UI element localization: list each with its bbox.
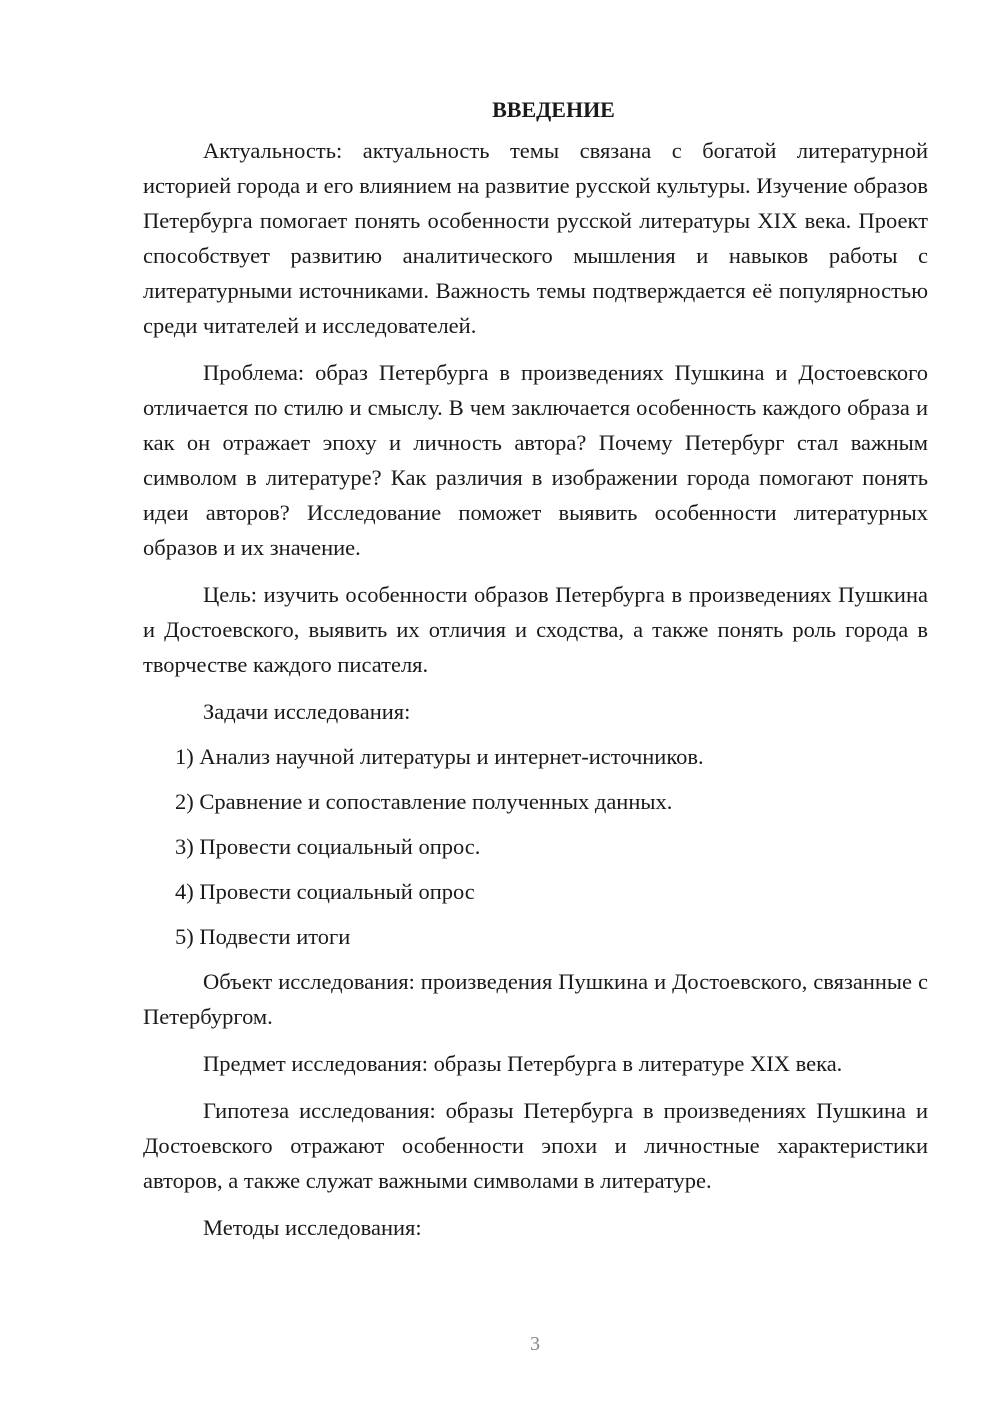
tasks-list	[143, 739, 928, 954]
list-item: 5) Подвести итоги	[175, 924, 351, 949]
list-item: 1) Анализ научной литературы и интернет-источников.	[175, 744, 704, 769]
document-page	[143, 92, 928, 1255]
list-item: 2) Сравнение и сопоставление полученных данных.	[175, 789, 673, 814]
paragraph-object: Объект исследования: произведения Пушкина и Достоевского, связанные с Петербургом.	[143, 969, 928, 1029]
methods-heading: Методы исследования:	[203, 1215, 422, 1240]
tasks-heading: Задачи исследования:	[203, 699, 411, 724]
paragraph-problem: Проблема: образ Петербурга в произведениях Пушкина и Достоевского отличается по стилю и смыслу. В чем заключается особенность каждого образа и как он отражает эпоху и личность автора? Почему Петербург стал важным символом в литературе? Как различия в изображении города помогают понять идеи авторов? Исследование поможет выявить особенности литературных образов и их значение.	[143, 360, 928, 560]
paragraph-subject: Предмет исследования: образы Петербурга в литературе XIX века.	[203, 1051, 843, 1076]
page-number: 3	[530, 1333, 540, 1355]
page-title: ВВЕДЕНИЕ	[492, 97, 615, 122]
paragraph-goal: Цель: изучить особенности образов Петербурга в произведениях Пушкина и Достоевского, выявить их отличия и сходства, а также понять роль города в творчестве каждого писателя.	[143, 582, 928, 677]
list-item: 3) Провести социальный опрос.	[175, 834, 481, 859]
paragraph-hypothesis: Гипотеза исследования: образы Петербурга в произведениях Пушкина и Достоевского отражают особенности эпохи и личностные характеристики авторов, а также служат важными символами в литературе.	[143, 1098, 928, 1193]
paragraph-relevance: Актуальность: актуальность темы связана с богатой литературной историей города и его влиянием на развитие русской культуры. Изучение образов Петербурга помогает понять особенности русской литературы XIX века. Проект способствует развитию аналитического мышления и навыков работы с литературными источниками. Важность темы подтверждается её популярностью среди читателей и исследователей.	[143, 138, 928, 338]
list-item: 4) Провести социальный опрос	[175, 879, 475, 904]
